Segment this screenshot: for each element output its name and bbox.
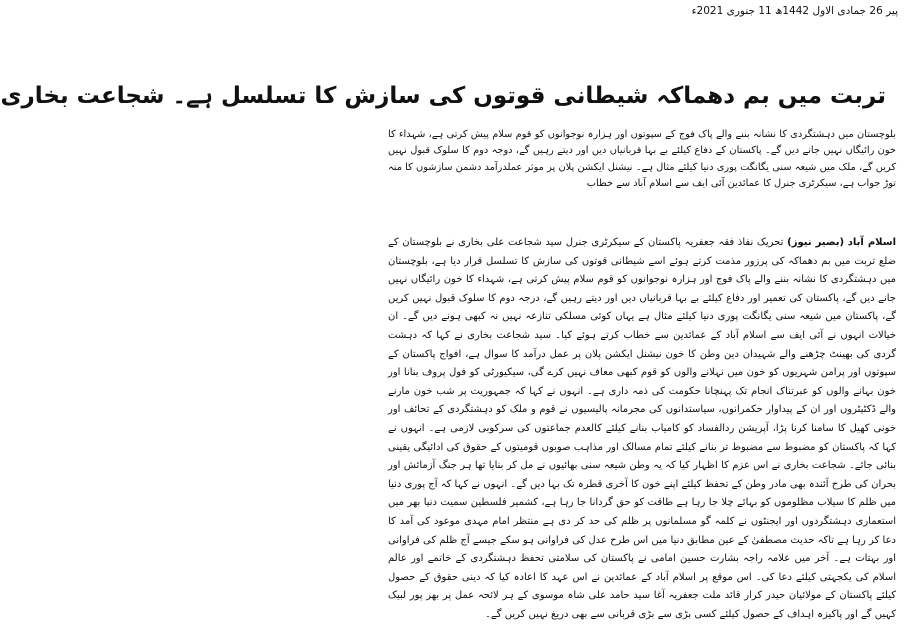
- article-text: تحریک نفاذ فقہ جعفریہ پاکستان کے سیکرٹری جنرل سید شجاعت علی بخاری نے بلوچستان کے ضلع تربت میں بم دھماکہ کی پرزور مذمت کرتے ہوئے اسے شیطانی قوتوں کی سازش کا تسلسل قرار دیا ہے، بلوچستان میں دہشتگردی کا نشانہ بننے والے پاک فوج اور ہزارہ نوجوانوں کو قوم سلام پیش کرتی ہے، شہداء کا خون رائیگاں نہیں جانے دیں گے، پاکستان کی تعمیر اور دفاع کیلئے بے بہا قربانیاں دیں اور دیتے رہیں گے، درجہ دوم کا سلوک قبول نہیں کریں گے، پاکستان میں شیعہ سنی یگانگت پوری دنیا کیلئے مثال ہے یہاں کوئی مسلکی تنازعہ نہیں نہ کبھی ہونے دیں گے۔ ان خیالات انہوں نے آئی ایف سے اسلام آباد کے عمائدین سے خطاب کرتے ہوئے کیا۔ سید شجاعت بخاری نے کہا کہ دہشت گردی کی بھینٹ چڑھنے والے شہیدان دین وطن کا خون نیشنل ایکشن پلان پر عمل درآمد کا سوال ہے، افواج پاکستان کے سپوتوں اور پرامن شہریوں کو خون میں نہلانے والوں کو قوم کبھی معاف نہیں کرے گی، سیکیورٹی کو فول پروف بنانا اور خون بہانے والوں کو عبرتناک انجام تک پہنچانا حکومت کی ذمہ داری ہے۔ انہوں نے کہا کہ جمہوریت پر شب خون مارنے والے ڈکٹیٹروں اور ان کے پیداوار حکمرانوں، سیاستدانوں کی مجرمانہ پالیسیوں نے قوم و ملک کو دہشتگردی کے تحائف اور خونی کھیل کا سامنا کرنا پڑا، آپریشن ردالفساد کو کامیاب بنانے کیلئے کالعدم جماعتوں کی سرکوبی لازمی ہے۔ انہوں نے کہا کہ پاکستان کو مضبوط سے مضبوط تر بنانے کیلئے تمام مسالک اور مذاہب صوبوں قومیتوں کے حقوق کی ادائیگی یقینی بنائی جائے۔ شجاعت بخاری نے اس عزم کا اظہار کیا کہ یہ وطن شیعہ سنی بھائیوں نے مل کر بنایا تھا ہر جنگ آزمائش اور بحران کی طرح آئندہ بھی مادر وطن کے تحفظ کیلئے اپنے خون کا آخری قطرہ تک بہا دیں گے۔ انہوں نے کہا کہ آج پوری دنیا میں ظلم کا سیلاب مظلوموں کو بہائے چلا جا رہا ہے طاقت کو حق گردانا جا رہا ہے، کشمیر فلسطین سمیت دنیا بھر میں استعماری دہشتگردوں اور ایجنٹوں نے کلمہ گو مسلمانوں پر ظلم کی حد کر دی ہے منتظر امام مہدی موعود کی آمد کا دعا کر رہا ہے تاکہ حدیث مصطفیٰ کے عین مطابق دنیا میں اس طرح عدل کی فراوانی ہو سکے جیسے آج ظلم کی فراوانی اور بہتات ہے۔ آخر میں علامہ راجہ بشارت حسین امامی نے پاکستان کی سلامتی تحفظ دہشتگردی کے خاتمے اور عالم اسلام کی یکجہتی کیلئے دعا کی۔ اس موقع پر اسلام آباد کے عمائدین نے اس عہد کا اعادہ کیا کہ دینی حقوق کے حصول کیلئے پاکستان کے مولائیان حیدر کرار قائد ملت جعفریہ آغا سید حامد علی شاہ موسوی کے ہر لائحہ عمل پر بھر پور لبیک کہیں گے اور پاکیزہ اہداف کے حصول کیلئے کسی بڑی سے بڑی قربانی سے بھی دریغ نہیں کریں گے۔: [388, 237, 896, 620]
- headline: تربت میں بم دھماکہ شیطانی قوتوں کی سازش کا تسلسل ہے۔ شجاعت بخاری: [0, 83, 886, 110]
- dateline: پیر 26 جمادی الاول 1442ھ 11 جنوری 2021ء: [691, 5, 898, 17]
- article-agency: (بصیر نیوز): [787, 237, 845, 248]
- summary-paragraph: بلوچستان میں دہشتگردی کا نشانہ بننے والے پاک فوج کے سپوتوں اور ہزارہ نوجوانوں کو قوم سلام پیش کرتی ہے، شہداء کا خون رائیگاں نہیں جانے دیں گے۔ پاکستان کے دفاع کیلئے بے بہا قربانیاں دیں اور دیتے رہیں گے، دوجہ دوم کا سلوک قبول نہیں کریں گے، ملک میں شیعہ سنی یگانگت پوری دنیا کیلئے مثال ہے۔ نیشنل ایکشن پلان پر موثر عملدرآمد دشمن سازشوں کا منہ توڑ جواب ہے، سیکرٹری جنرل کا عمائدین آئی ایف سے اسلام آباد سے خطاب: [388, 128, 896, 190]
- article-body: [388, 234, 896, 624]
- article-place: اسلام آباد: [847, 237, 897, 248]
